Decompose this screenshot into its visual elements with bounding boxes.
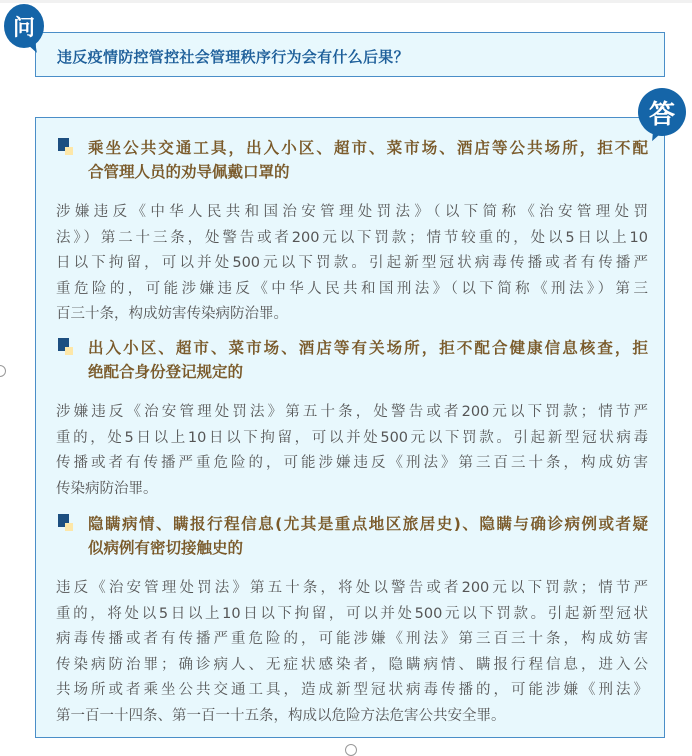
section-heading	[56, 512, 648, 560]
section-body	[56, 400, 648, 502]
section-heading	[56, 136, 648, 184]
body-line: 日以下拘留，可以并处500元以下罚款。引起新型冠状病毒传播或者有传播严	[56, 255, 648, 271]
body-line: 重的，处5日以上10日以下拘留，可以并处500元以下罚款。引起新型冠状病毒	[56, 429, 648, 446]
section-body	[56, 200, 648, 328]
question-text: 违反疫情防控管控社会管理秩序行为会有什么后果？	[57, 48, 409, 66]
answer-badge-label: 答	[648, 99, 675, 130]
square-bullet-icon	[58, 514, 74, 530]
body-line: 法》）第二十三条，处警告或者200元以下罚款；情节较重的，处以5日以上10	[56, 229, 648, 246]
heading-line: 合管理人员的劝导佩戴口罩的	[88, 163, 290, 181]
body-line: 重的，将处以5日以上10日以下拘留，可以并处500元以下罚款。引起新型冠状	[56, 605, 648, 622]
body-line: 第一百一十四条、第一百一十五条，构成以危险方法危害公共安全罪。	[56, 707, 506, 724]
heading-line: 乘坐公共交通工具，出入小区、超市、菜市场、酒店等公共场所，拒不配	[88, 139, 648, 157]
body-line: 涉嫌违反《中华人民共和国治安管理处罚法》（以下简称《治安管理处罚	[56, 204, 648, 220]
question-badge-label: 问	[12, 15, 35, 41]
body-line: 百三十条，构成妨害传染病防治罪。	[56, 306, 288, 322]
body-line: 传播或者有传播严重危险的，可能涉嫌违反《刑法》第三百三十条，构成妨害	[56, 455, 648, 471]
resize-handle-bottom[interactable]	[345, 744, 357, 756]
answer-box	[35, 117, 665, 738]
answer-section	[56, 512, 648, 729]
question-badge-icon	[4, 4, 44, 48]
body-line: 共场所或者乘坐公共交通工具，造成新型冠状病毒传播的，可能涉嫌《刑法》	[56, 682, 648, 698]
body-line: 传染病防治罪。	[56, 480, 158, 497]
body-line: 涉嫌违反《治安管理处罚法》第五十条，处警告或者200元以下罚款；情节严	[56, 404, 648, 420]
body-line: 病毒传播或者有传播严重危险的，可能涉嫌《刑法》第三百三十条，构成妨害	[56, 631, 648, 647]
resize-handle-left[interactable]	[0, 365, 6, 377]
heading-line: 绝配合身份登记规定的	[88, 363, 244, 381]
top-bar	[0, 0, 692, 3]
answer-section	[56, 336, 648, 502]
section-heading	[56, 336, 648, 384]
heading-line: 出入小区、超市、菜市场、酒店等有关场所，拒不配合健康信息核查，拒	[88, 339, 648, 357]
section-body	[56, 576, 648, 729]
body-line: 违反《治安管理处罚法》第五十条，将处以警告或者200元以下罚款；情节严	[56, 580, 648, 596]
heading-line: 隐瞒病情、瞒报行程信息(尤其是重点地区旅居史)、隐瞒与确诊病例或者疑	[88, 515, 648, 533]
body-line: 重危险的，可能涉嫌违反《中华人民共和国刑法》（以下简称《刑法》）第三	[56, 280, 648, 297]
answer-badge-icon	[638, 88, 686, 136]
question-box	[35, 32, 665, 77]
square-bullet-icon	[58, 338, 74, 354]
heading-line: 似病例有密切接触史的	[88, 539, 244, 557]
body-line: 传染病防治罪；确诊病人、无症状感染者，隐瞒病情、瞒报行程信息，进入公	[56, 656, 648, 673]
answer-section	[56, 136, 648, 328]
square-bullet-icon	[58, 138, 74, 154]
